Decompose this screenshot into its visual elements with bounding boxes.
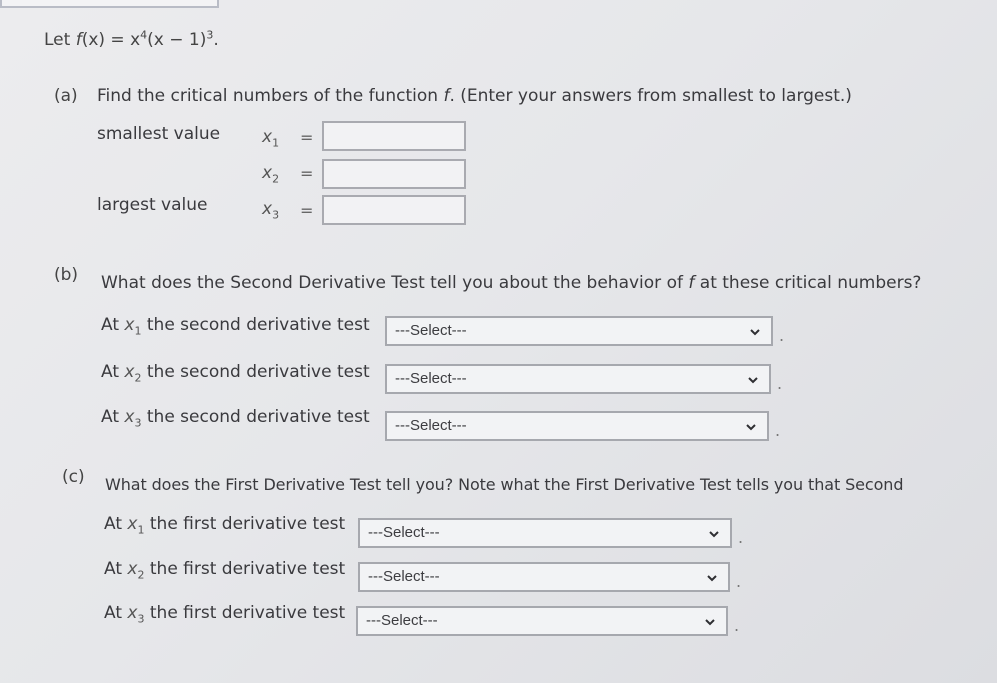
b-x3-select[interactable] bbox=[385, 411, 769, 441]
chevron-down-icon bbox=[704, 616, 716, 628]
b2-period: . bbox=[777, 374, 783, 393]
b-x1-select[interactable] bbox=[385, 316, 773, 346]
problem-prefix: Let bbox=[44, 30, 76, 50]
c2-text: the first derivative test bbox=[144, 559, 346, 579]
b3-var-sub: 3 bbox=[134, 416, 142, 430]
smallest-value-label: smallest value bbox=[97, 124, 221, 144]
c-x3-select-value: ---Select--- bbox=[366, 612, 438, 629]
c2-var-x: x bbox=[127, 559, 138, 579]
b1-period: . bbox=[779, 326, 785, 345]
c1-at: At bbox=[104, 514, 128, 534]
b3-at: At bbox=[101, 407, 125, 427]
c-x1-select-value: ---Select--- bbox=[368, 524, 440, 541]
c2-period: . bbox=[736, 572, 742, 591]
b-row-1-label bbox=[101, 315, 370, 338]
part-a-letter: (a) bbox=[54, 86, 78, 106]
b3-var-x: x bbox=[124, 407, 135, 427]
b-row-2-label bbox=[101, 362, 370, 385]
c3-at: At bbox=[104, 603, 128, 623]
problem-open: (x) = x bbox=[81, 30, 141, 50]
part-b-letter: (b) bbox=[54, 265, 79, 285]
c3-var-x: x bbox=[127, 603, 138, 623]
c-row-1-label bbox=[104, 514, 346, 537]
b1-text: the second derivative test bbox=[141, 315, 370, 335]
part-c-question: What does the First Derivative Test tell you? Note what the First Derivative Test tells you that Second bbox=[105, 475, 904, 494]
c2-var-sub: 2 bbox=[137, 568, 145, 582]
c-x2-select-value: ---Select--- bbox=[368, 568, 440, 585]
c3-var-sub: 3 bbox=[137, 612, 145, 626]
part-b-question bbox=[101, 273, 921, 293]
b2-var bbox=[124, 362, 142, 385]
problem-middle: (x − 1) bbox=[147, 30, 207, 50]
x2-sub: 2 bbox=[272, 172, 280, 186]
c2-var bbox=[127, 559, 145, 582]
b3-period: . bbox=[775, 421, 781, 440]
c-x2-select[interactable] bbox=[358, 562, 730, 592]
x3-symbol-a bbox=[262, 199, 280, 222]
top-panel-edge bbox=[0, 0, 219, 8]
x3-answer-input[interactable] bbox=[322, 195, 466, 225]
x2-equals: = bbox=[300, 164, 314, 183]
part-a-question-before: Find the critical numbers of the function bbox=[97, 86, 444, 106]
c2-at: At bbox=[104, 559, 128, 579]
c-x1-select[interactable] bbox=[358, 518, 732, 548]
b1-var-x: x bbox=[124, 315, 135, 335]
x2-answer-input[interactable] bbox=[322, 159, 466, 189]
x1-equals: = bbox=[300, 128, 314, 147]
b1-at: At bbox=[101, 315, 125, 335]
b1-var-sub: 1 bbox=[134, 324, 142, 338]
function-name: f bbox=[75, 30, 82, 50]
c-x3-select[interactable] bbox=[356, 606, 728, 636]
part-a-question bbox=[97, 86, 852, 106]
b2-at: At bbox=[101, 362, 125, 382]
c1-text: the first derivative test bbox=[144, 514, 346, 534]
problem-end: . bbox=[213, 30, 219, 50]
part-b-question-after: at these critical numbers? bbox=[694, 273, 922, 293]
problem-statement bbox=[44, 30, 219, 50]
part-a-question-f: f bbox=[443, 86, 450, 106]
b-x2-select[interactable] bbox=[385, 364, 771, 394]
part-a-question-after: . (Enter your answers from smallest to largest.) bbox=[449, 86, 852, 106]
largest-value-label: largest value bbox=[97, 195, 208, 215]
x3-equals: = bbox=[300, 201, 314, 220]
c-row-2-label bbox=[104, 559, 346, 582]
part-c-letter: (c) bbox=[62, 467, 85, 487]
b-x1-select-value: ---Select--- bbox=[395, 322, 467, 339]
b2-var-sub: 2 bbox=[134, 371, 142, 385]
b-x2-select-value: ---Select--- bbox=[395, 370, 467, 387]
c1-var-sub: 1 bbox=[137, 523, 145, 537]
part-b-question-f: f bbox=[688, 273, 695, 293]
x1-var: x bbox=[262, 127, 273, 147]
b-row-3-label bbox=[101, 407, 370, 430]
chevron-down-icon bbox=[706, 572, 718, 584]
b2-var-x: x bbox=[124, 362, 135, 382]
c3-text: the first derivative test bbox=[144, 603, 346, 623]
x2-symbol-a bbox=[262, 163, 280, 186]
exponent-4: 4 bbox=[140, 28, 148, 42]
chevron-down-icon bbox=[747, 374, 759, 386]
c3-var bbox=[127, 603, 145, 626]
c1-var bbox=[127, 514, 145, 537]
x1-answer-input[interactable] bbox=[322, 121, 466, 151]
c-row-3-label bbox=[104, 603, 346, 626]
chevron-down-icon bbox=[708, 528, 720, 540]
part-b-question-before: What does the Second Derivative Test tell you about the behavior of bbox=[101, 273, 689, 293]
chevron-down-icon bbox=[745, 421, 757, 433]
chevron-down-icon bbox=[749, 326, 761, 338]
b1-var bbox=[124, 315, 142, 338]
x2-var: x bbox=[262, 163, 273, 183]
b2-text: the second derivative test bbox=[141, 362, 370, 382]
x1-sub: 1 bbox=[272, 136, 280, 150]
x1-symbol-a bbox=[262, 127, 280, 150]
b-x3-select-value: ---Select--- bbox=[395, 417, 467, 434]
c3-period: . bbox=[734, 616, 740, 635]
b3-var bbox=[124, 407, 142, 430]
x3-sub: 3 bbox=[272, 208, 280, 222]
exponent-3: 3 bbox=[206, 28, 214, 42]
b3-text: the second derivative test bbox=[141, 407, 370, 427]
c1-var-x: x bbox=[127, 514, 138, 534]
c1-period: . bbox=[738, 528, 744, 547]
x3-var: x bbox=[262, 199, 273, 219]
